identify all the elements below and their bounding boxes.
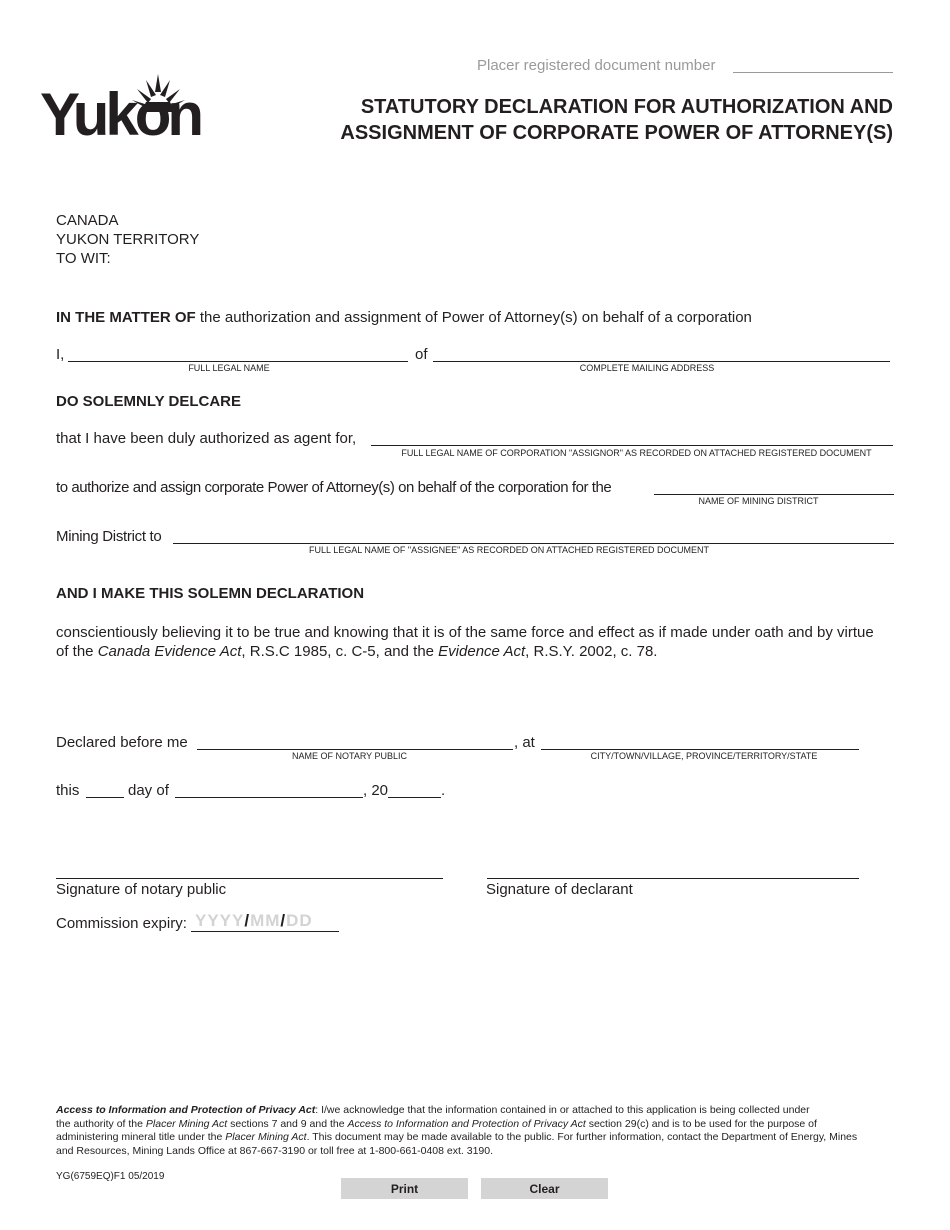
date-this: this — [56, 782, 80, 799]
date-year-prefix: , 20 — [363, 782, 389, 799]
notary-name-caption: NAME OF NOTARY PUBLIC — [291, 751, 408, 761]
privacy-line2: the authority of the Placer Mining Act sections 7 and 9 and the Access to Information and Protection of Privacy Act section 29(c) and is to be used for the purpose of — [56, 1117, 817, 1130]
matter-statement — [56, 309, 752, 326]
location-block — [56, 211, 199, 268]
privacy-notice — [56, 1104, 857, 1158]
logo-wordmark: Yukon — [40, 81, 201, 148]
mailing-address-field[interactable] — [433, 345, 894, 361]
full-legal-name-caption: FULL LEGAL NAME — [188, 363, 270, 373]
year-field[interactable] — [388, 781, 445, 797]
city-field[interactable] — [541, 733, 863, 749]
form-title-line1: STATUTORY DECLARATION FOR AUTHORIZATION AND — [360, 96, 893, 118]
month-field[interactable] — [175, 781, 367, 797]
city-caption: CITY/TOWN/VILLAGE, PROVINCE/TERRITORY/STATE — [590, 751, 818, 761]
mining-district-caption: NAME OF MINING DISTRICT — [698, 496, 819, 506]
declaration-heading: AND I MAKE THIS SOLEMN DECLARATION — [56, 585, 365, 602]
declarant-signature-label: Signature of declarant — [486, 881, 633, 898]
mining-district-field[interactable] — [654, 478, 898, 494]
privacy-line1: Access to Information and Protection of Privacy Act: I/we acknowledge that the information contained in or attached to this application is being collected under — [56, 1104, 810, 1116]
day-field[interactable] — [86, 781, 128, 797]
full-legal-name-field[interactable] — [68, 345, 412, 361]
assignee-name-field[interactable] — [173, 527, 898, 543]
date-period: . — [441, 782, 446, 799]
declarant-prefix: I, — [56, 346, 65, 363]
district-text: Mining District to — [56, 528, 162, 545]
declared-at: , at — [514, 734, 535, 751]
reg-doc-label: Placer registered document number — [477, 57, 716, 74]
date-day-of: day of — [128, 782, 169, 799]
privacy-line4: and Resources, Mining Lands Office at 867-667-3190 or toll free at 1-800-661-0408 ext. 3190. — [56, 1144, 494, 1157]
form-title-line2: ASSIGNMENT OF CORPORATE POWER OF ATTORNEY(S) — [340, 122, 893, 144]
mailing-address-caption: COMPLETE MAILING ADDRESS — [579, 363, 715, 373]
clear-button[interactable]: Clear — [481, 1178, 608, 1199]
commission-yyyy: YYYY — [195, 911, 245, 930]
commission-sep1: / — [244, 911, 251, 930]
authorize-text: to authorize and assign corporate Power of Attorney(s) on behalf of the corporation for the — [56, 479, 612, 496]
commission-label: Commission expiry: — [56, 915, 187, 932]
reg-doc-number-field[interactable] — [733, 57, 897, 73]
location-country: CANADA — [56, 212, 119, 229]
assignor-name-caption: FULL LEGAL NAME OF CORPORATION "ASSIGNOR" AS RECORDED ON ATTACHED REGISTERED DOCUMENT — [401, 448, 872, 458]
assignee-name-caption: FULL LEGAL NAME OF "ASSIGNEE" AS RECORDED ON ATTACHED REGISTERED DOCUMENT — [309, 545, 709, 555]
matter-bold: IN THE MATTER OF — [56, 309, 196, 326]
declarant-of: of — [415, 346, 428, 363]
commission-dd: DD — [286, 911, 313, 930]
yukon-logo — [40, 72, 215, 148]
conscience-line1: conscientiously believing it to be true and knowing that it is of the same force and effect as if made under oath and by virtue — [56, 624, 874, 641]
print-button[interactable]: Print — [341, 1178, 468, 1199]
agent-text: that I have been duly authorized as agent for, — [56, 430, 357, 447]
commission-date-field[interactable] — [195, 911, 313, 931]
declarant-signature-field[interactable] — [487, 861, 863, 878]
assignor-name-field[interactable] — [371, 429, 897, 445]
privacy-line3: administering mineral title under the Placer Mining Act. This document may be made available to the public. For further information, contact the Department of Energy, Mines — [56, 1131, 858, 1143]
form-code: YG(6759EQ)F1 05/2019 — [56, 1171, 165, 1182]
matter-text: the authorization and assignment of Power of Attorney(s) on behalf of a corporation — [199, 309, 752, 326]
declared-text: Declared before me — [56, 734, 188, 751]
commission-sep2: / — [280, 911, 287, 930]
commission-mm: MM — [250, 911, 281, 930]
conscience-line2: of the Canada Evidence Act, R.S.C 1985, c. C-5, and the Evidence Act, R.S.Y. 2002, c. 78. — [56, 643, 658, 660]
location-to-wit: TO WIT: — [56, 250, 111, 267]
notary-signature-label: Signature of notary public — [56, 881, 227, 898]
solemn-heading: DO SOLEMNLY DELCARE — [56, 393, 242, 410]
conscience-paragraph — [56, 623, 874, 661]
form-title — [340, 94, 893, 146]
location-territory: YUKON TERRITORY — [56, 231, 200, 248]
notary-signature-field[interactable] — [56, 861, 447, 878]
notary-name-field[interactable] — [197, 733, 517, 749]
